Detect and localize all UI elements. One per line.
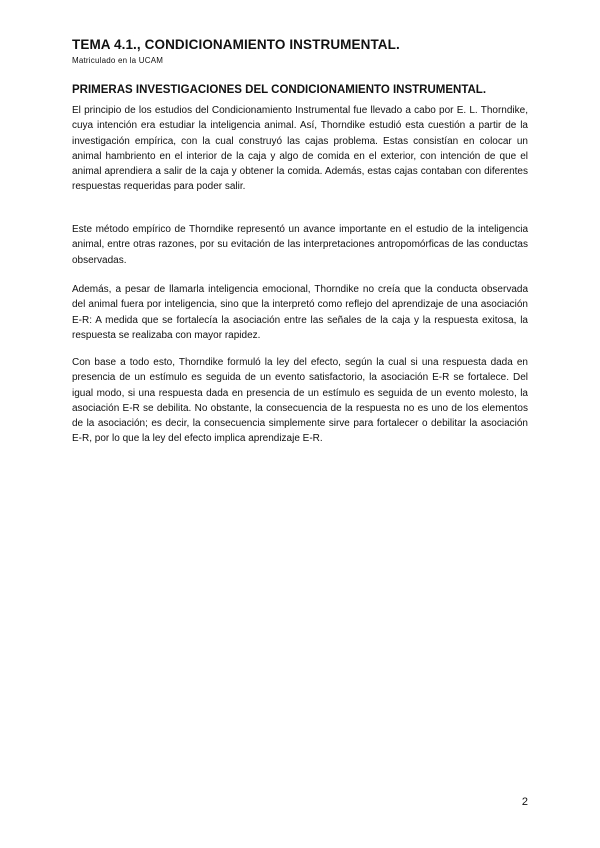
paragraph: Además, a pesar de llamarla inteligencia emocional, Thorndike no creía que la conducta observada del animal fuera por inteligencia, sino que la interpretó como reflejo del aprendizaje de una asociación E-R: A medida que se fortalecía la asociación entre las señales de la caja y la respuesta exitosa, la respuesta se realizaba con mayor rapidez. [72, 284, 528, 341]
section-heading: PRIMERAS INVESTIGACIONES DEL CONDICIONAMIENTO INSTRUMENTAL. [72, 84, 487, 96]
document-title: TEMA 4.1., CONDICIONAMIENTO INSTRUMENTAL. [72, 37, 400, 52]
paragraph: Con base a todo esto, Thorndike formuló la ley del efecto, según la cual si una respuesta dada en presencia de un estímulo es seguida de un evento satisfactorio, la asociación E-R se fortalece. Del igual modo, si una respuesta dada en presencia de un estímulo es seguida de un evento molesto, la asociación E-R se debilita. No obstante, la consecuencia de la respuesta no es uno de los elementos de la asociación; es decir, la consecuencia simplemente sirve para fortalecer o debilitar la asociación E-R, por lo que la ley del efecto implica aprendizaje E-R. [72, 357, 528, 445]
document-subtitle: Matriculado en la UCAM [72, 56, 164, 65]
page-number: 2 [521, 796, 528, 808]
paragraph: Este método empírico de Thorndike representó un avance importante en el estudio de la inteligencia animal, entre otras razones, por su evitación de las interpretaciones antropomórficas de las conductas observadas. [72, 224, 528, 266]
paragraph: El principio de los estudios del Condicionamiento Instrumental fue llevado a cabo por E. L. Thorndike, cuya intención era estudiar la inteligencia animal. Así, Thorndike estudió esta cuestión a partir de la investigación empírica, con la cual construyó las cajas problema. Estas consistían en colocar un animal hambriento en el interior de la caja y algo de comida en el exterior, con intención de que el animal aprendiera a salir de la caja y obtener la comida. Además, estas cajas contaban con diferentes respuestas requeridas para poder salir. [72, 105, 528, 193]
